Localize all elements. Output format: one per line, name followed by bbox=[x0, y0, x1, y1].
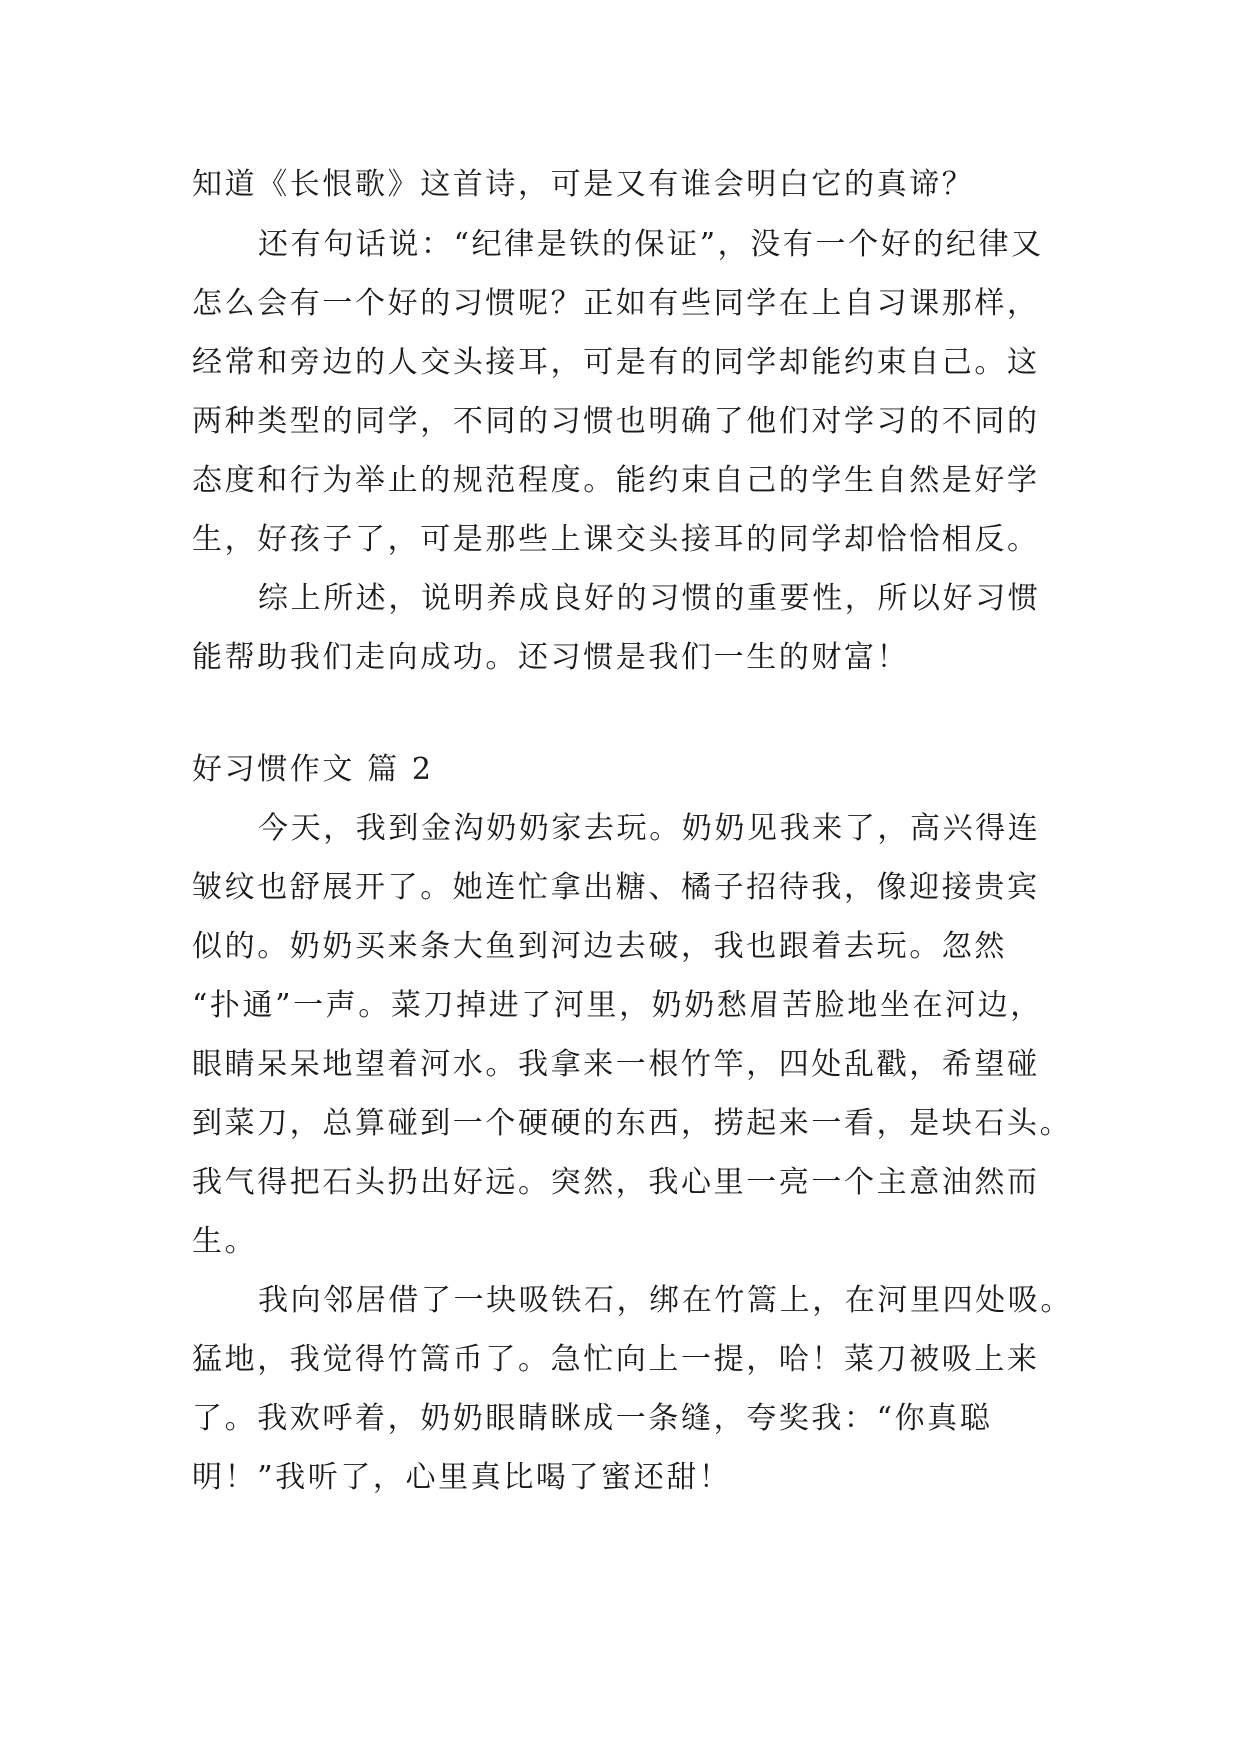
paragraph-line: 皱纹也舒展开了。她连忙拿出糖、橘子招待我，像迎接贵宾 bbox=[192, 870, 1040, 905]
paragraph-line: 综上所述，说明养成良好的习惯的重要性，所以好习惯 bbox=[258, 581, 1041, 616]
paragraph-line: 到菜刀，总算碰到一个硬硬的东西，捞起来一看，是块石头。 bbox=[192, 1106, 1073, 1141]
paragraph-line: 我气得把石头扔出好远。突然，我心里一亮一个主意油然而 bbox=[192, 1165, 1040, 1200]
paragraph-line: 眼睛呆呆地望着河水。我拿来一根竹竿，四处乱戳，希望碰 bbox=[192, 1047, 1040, 1082]
paragraph-line: 猛地，我觉得竹篙币了。急忙向上一提，哈！菜刀被吸上来 bbox=[192, 1342, 1040, 1377]
paragraph-line: 还有句话说：“纪律是铁的保证”，没有一个好的纪律又 bbox=[258, 227, 1044, 262]
paragraph-line: “扑通”一声。菜刀掉进了河里，奶奶愁眉苦脸地坐在河边， bbox=[192, 988, 1043, 1023]
paragraph-line: 知道《长恨歌》这首诗，可是又有谁会明白它的真谛？ bbox=[192, 167, 975, 202]
paragraph-line: 能帮助我们走向成功。还习惯是我们一生的财富！ bbox=[192, 640, 910, 675]
paragraph-line: 似的。奶奶买来条大鱼到河边去破，我也跟着去玩。忽然 bbox=[192, 929, 1007, 964]
paragraph-line: 怎么会有一个好的习惯呢？正如有些同学在上自习课那样， bbox=[192, 286, 1040, 321]
paragraph-line: 生，好孩子了，可是那些上课交头接耳的同学却恰恰相反。 bbox=[192, 522, 1040, 557]
paragraph-line: 明！”我听了，心里真比喝了蜜还甜！ bbox=[192, 1460, 732, 1495]
section-heading: 好习惯作文 篇 2 bbox=[192, 752, 434, 787]
paragraph-line: 生。 bbox=[192, 1224, 258, 1259]
paragraph-line: 经常和旁边的人交头接耳，可是有的同学却能约束自己。这 bbox=[192, 345, 1040, 380]
paragraph-line: 了。我欢呼着，奶奶眼睛眯成一条缝，夸奖我：“你真聪 bbox=[192, 1401, 993, 1436]
paragraph-line: 两种类型的同学，不同的习惯也明确了他们对学习的不同的 bbox=[192, 404, 1040, 439]
paragraph-line: 态度和行为举止的规范程度。能约束自己的学生自然是好学 bbox=[192, 463, 1040, 498]
paragraph-line: 今天，我到金沟奶奶家去玩。奶奶见我来了，高兴得连 bbox=[258, 811, 1041, 846]
paragraph-line: 我向邻居借了一块吸铁石，绑在竹篙上，在河里四处吸。 bbox=[258, 1283, 1073, 1318]
